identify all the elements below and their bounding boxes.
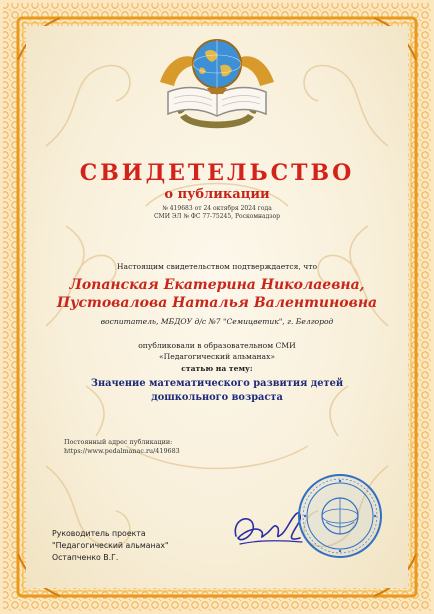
media-name: «Педагогический альманах» bbox=[158, 352, 276, 361]
signatory-role: Руководитель проекта bbox=[52, 529, 146, 538]
confirmation-text: Настоящим свидетельством подтверждается, что bbox=[116, 262, 318, 271]
registration-number: № 419683 от 24 октября 2024 года bbox=[162, 205, 272, 212]
certificate-subtitle: о публикации bbox=[164, 187, 270, 202]
publication-url[interactable]: https://www.pedalmanac.ru/419683 bbox=[64, 447, 180, 455]
author-position: воспитатель, МБДОУ д/с №7 "Семицветик", г. Белгород bbox=[100, 317, 334, 326]
stamp-seal bbox=[296, 472, 384, 560]
media-registration: СМИ ЭЛ № ФС 77-75245, Роскомнадзор bbox=[153, 213, 281, 220]
url-label: Постоянный адрес публикации: bbox=[64, 438, 173, 446]
signatory-project: "Педагогический альманах" bbox=[52, 541, 169, 550]
article-title-line-1: Значение математического развития детей bbox=[90, 378, 344, 389]
published-text: опубликовали в образовательном СМИ bbox=[138, 341, 296, 350]
author-name-1: Лопанская Екатерина Николаевна, bbox=[69, 277, 365, 293]
certificate-title: СВИДЕТЕЛЬСТВО bbox=[79, 160, 355, 186]
signatory-name: Остапченко В.Г. bbox=[52, 553, 119, 562]
article-title-line-2: дошкольного возраста bbox=[151, 392, 283, 403]
article-label: статью на тему: bbox=[181, 364, 253, 373]
author-name-2: Пустовалова Наталья Валентиновна bbox=[56, 295, 378, 311]
globe-book-emblem-icon bbox=[150, 22, 284, 140]
